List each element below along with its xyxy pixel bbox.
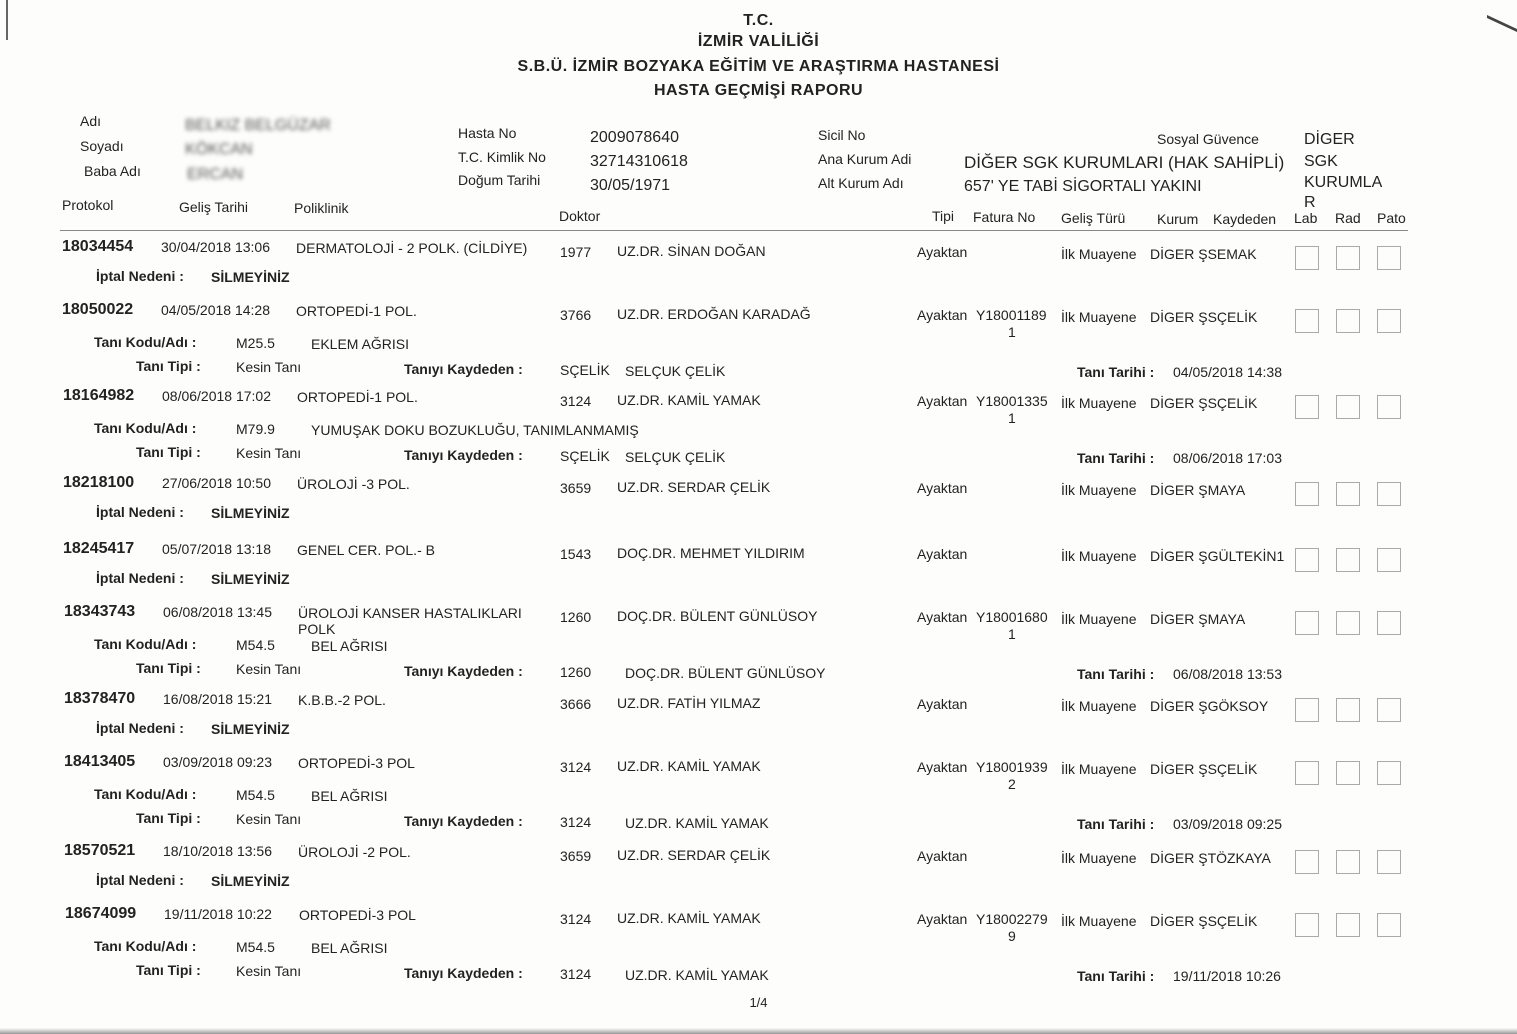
record-iptal-nedeni: SİLMEYİNİZ [211,721,290,737]
label-tani-kodu: Tanı Kodu/Adı : [94,938,197,954]
record-protokol: 18343743 [64,603,136,620]
rad-checkbox[interactable] [1336,698,1360,722]
record-protokol: 18674099 [65,905,137,922]
label-kimlik-no: T.C. Kimlik No [458,149,546,165]
page-title: HASTA GEÇMİŞİ RAPORU [653,82,864,99]
rad-checkbox[interactable] [1336,913,1360,937]
lab-checkbox[interactable] [1295,761,1319,785]
pato-checkbox[interactable] [1377,698,1401,722]
record-kaydeden-adi: UZ.DR. KAMİL YAMAK [625,815,769,831]
label-tani-tarihi: Tanı Tarihi : [1077,666,1155,682]
record-tipi: Ayaktan [917,244,968,260]
record-gelis-tarihi: 16/08/2018 15:21 [163,691,272,707]
pato-checkbox[interactable] [1377,246,1401,270]
guvence-line: R [1304,194,1316,211]
record-kurum-kaydeden: DİGER ŞSÇELİK [1150,913,1258,929]
record-tani-adi: BEL AĞRISI [311,788,388,804]
record-protokol: 18164982 [63,387,135,404]
label-tani-tarihi: Tanı Tarihi : [1077,968,1155,984]
record-tani-adi: YUMUŞAK DOKU BOZUKLUĞU, TANIMLANMAMIŞ [311,422,639,438]
record-gelis-turu: İlk Muayene [1061,698,1137,714]
record-kurum-kaydeden: DİGER ŞSEMAK [1150,246,1257,262]
record-protokol: 18050022 [62,301,134,318]
record-gelis-tarihi: 08/06/2018 17:02 [162,388,271,404]
lab-checkbox[interactable] [1295,482,1319,506]
record-protokol: 18218100 [63,474,135,491]
record-kurum-kaydeden: DİGER ŞGÜLTEKİN1 [1150,548,1285,564]
record-gelis-turu: İlk Muayene [1061,611,1137,627]
record-kurum-kaydeden: DİGER ŞMAYA [1150,482,1246,498]
record-tani-tarihi: 06/08/2018 13:53 [1173,666,1282,682]
col-tipi: Tipi [932,208,955,224]
rad-checkbox[interactable] [1336,395,1360,419]
col-poliklinik: Poliklinik [294,200,349,216]
rad-checkbox[interactable] [1336,482,1360,506]
record-gelis-turu: İlk Muayene [1061,309,1137,325]
record-doktor-kodu: 3124 [560,759,592,775]
label-adi: Adı [80,113,102,129]
record-doktor-kodu: 3766 [560,307,592,323]
record-fatura-no: 1 [1008,410,1016,426]
record-gelis-turu: İlk Muayene [1061,850,1137,866]
record-tipi: Ayaktan [917,609,968,625]
record-doktor: UZ.DR. FATİH YILMAZ [617,695,761,711]
record-kaydeden-kodu: SÇELİK [560,362,610,378]
record-tani-tipi: Kesin Tanı [236,359,302,375]
record-poliklinik: ORTOPEDİ-1 POL. [296,303,417,319]
pato-checkbox[interactable] [1377,548,1401,572]
record-fatura-no: Y18002279 [976,911,1048,927]
pato-checkbox[interactable] [1377,850,1401,874]
col-pato: Pato [1377,210,1406,226]
record-poliklinik: ÜROLOJİ -3 POL. [297,476,410,492]
label-iptal-nedeni: İptal Nedeni : [96,268,184,284]
record-tani-kodu: M54.5 [236,787,275,803]
rad-checkbox[interactable] [1336,309,1360,333]
record-poliklinik: DERMATOLOJİ - 2 POLK. (CİLDİYE) [296,240,528,256]
record-tani-tarihi: 03/09/2018 09:25 [1173,816,1282,832]
label-tani-tipi: Tanı Tipi : [136,810,201,826]
lab-checkbox[interactable] [1295,850,1319,874]
record-doktor: DOÇ.DR. BÜLENT GÜNLÜSOY [617,608,818,624]
label-baba-adi: Baba Adı [84,163,141,179]
record-tipi: Ayaktan [917,307,968,323]
record-poliklinik: POLK [298,621,336,637]
record-kaydeden-kodu: 1260 [560,664,592,680]
header-tc: T.C. [743,12,774,29]
record-fatura-no: Y18001680 [976,609,1048,625]
label-tani-tarihi: Tanı Tarihi : [1077,816,1155,832]
record-doktor-kodu: 3124 [560,393,592,409]
record-iptal-nedeni: SİLMEYİNİZ [211,571,290,587]
record-kaydeden-adi: SELÇUK ÇELİK [625,363,726,379]
record-gelis-tarihi: 06/08/2018 13:45 [163,604,272,620]
record-gelis-turu: İlk Muayene [1061,761,1137,777]
hasta-no-value: 2009078640 [590,129,679,146]
label-taniyi-kaydeden: Tanıyı Kaydeden : [404,965,523,981]
guvence-line: SGK [1304,153,1338,170]
record-fatura-no: 1 [1008,324,1016,340]
label-iptal-nedeni: İptal Nedeni : [96,720,184,736]
record-tani-tipi: Kesin Tanı [236,445,302,461]
record-poliklinik: ORTOPEDİ-1 POL. [297,389,418,405]
record-kaydeden-kodu: 3124 [560,966,592,982]
label-hasta-no: Hasta No [458,125,517,141]
record-gelis-tarihi: 18/10/2018 13:56 [163,843,272,859]
record-tipi: Ayaktan [917,759,968,775]
record-poliklinik: ORTOPEDİ-3 POL [298,755,415,771]
record-gelis-turu: İlk Muayene [1061,395,1137,411]
label-tani-tarihi: Tanı Tarihi : [1077,364,1155,380]
record-fatura-no: 1 [1008,626,1016,642]
record-poliklinik: ÜROLOJİ KANSER HASTALIKLARI [298,605,522,621]
col-gelis-turu: Geliş Türü [1061,210,1126,226]
record-poliklinik: ORTOPEDİ-3 POL [299,907,416,923]
record-tani-tipi: Kesin Tanı [236,661,302,677]
col-fatura-no: Fatura No [973,209,1036,225]
col-doktor: Doktor [559,208,601,224]
pato-checkbox[interactable] [1377,309,1401,333]
record-doktor: UZ.DR. SİNAN DOĞAN [617,243,766,259]
record-protokol: 18245417 [63,540,135,557]
pato-checkbox[interactable] [1377,482,1401,506]
lab-checkbox[interactable] [1295,698,1319,722]
guvence-line: KURUMLA [1304,174,1383,191]
record-protokol: 18413405 [64,753,136,770]
record-tani-adi: BEL AĞRISI [311,940,388,956]
label-taniyi-kaydeden: Tanıyı Kaydeden : [404,813,523,829]
guvence-line: DİGER [1304,131,1355,148]
record-gelis-tarihi: 19/11/2018 10:22 [164,906,272,922]
label-sicil-no: Sicil No [818,127,866,143]
record-doktor: UZ.DR. KAMİL YAMAK [617,910,761,926]
record-tani-adi: BEL AĞRISI [311,638,388,654]
header-hospital: S.B.Ü. İZMİR BOZYAKA EĞİTİM VE ARAŞTIRMA HASTANESİ [517,58,1000,75]
label-tani-kodu: Tanı Kodu/Adı : [94,786,197,802]
label-iptal-nedeni: İptal Nedeni : [96,504,184,520]
record-poliklinik: ÜROLOJİ -2 POL. [298,844,411,860]
label-tani-tipi: Tanı Tipi : [136,444,201,460]
record-doktor: UZ.DR. ERDOĞAN KARADAĞ [617,306,811,322]
pato-checkbox[interactable] [1377,395,1401,419]
label-tani-kodu: Tanı Kodu/Adı : [94,420,197,436]
label-soyadi: Soyadı [80,138,124,154]
col-kaydeden: Kaydeden [1213,211,1277,227]
record-doktor-kodu: 3659 [560,480,592,496]
record-doktor-kodu: 1977 [560,244,592,260]
record-fatura-no: Y18001939 [976,759,1048,775]
record-fatura-no: Y18001335 [976,393,1048,409]
record-protokol: 18034454 [62,238,134,255]
page-number: 1/4 [749,995,768,1010]
record-tani-tipi: Kesin Tanı [236,963,302,979]
record-kurum-kaydeden: DİGER ŞTÖZKAYA [1150,850,1271,866]
record-tani-kodu: M79.9 [236,421,275,437]
record-tipi: Ayaktan [917,393,968,409]
record-fatura-no: Y18001189 [976,307,1047,323]
col-kurum: Kurum [1157,211,1199,227]
col-protokol: Protokol [62,197,114,213]
record-tipi: Ayaktan [917,696,968,712]
record-doktor-kodu: 1260 [560,609,592,625]
record-tani-tipi: Kesin Tanı [236,811,302,827]
label-sosyal-guvence: Sosyal Güvence [1157,131,1259,147]
record-gelis-tarihi: 04/05/2018 14:28 [161,302,270,318]
label-tani-tipi: Tanı Tipi : [136,660,201,676]
label-iptal-nedeni: İptal Nedeni : [96,872,184,888]
lab-checkbox[interactable] [1295,611,1319,635]
record-kurum-kaydeden: DİGER ŞSÇELİK [1150,309,1258,325]
record-iptal-nedeni: SİLMEYİNİZ [211,505,290,521]
lab-checkbox[interactable] [1295,548,1319,572]
record-gelis-turu: İlk Muayene [1061,246,1137,262]
label-ana-kurum: Ana Kurum Adi [818,151,912,167]
record-protokol: 18378470 [64,690,136,707]
ana-kurum-value: DİĞER SGK KURUMLARI (HAK SAHİPLİ) [964,153,1285,172]
record-iptal-nedeni: SİLMEYİNİZ [211,269,290,285]
record-kaydeden-kodu: 3124 [560,814,592,830]
label-tani-tipi: Tanı Tipi : [136,962,201,978]
record-fatura-no: 2 [1008,776,1016,792]
record-tani-tarihi: 04/05/2018 14:38 [1173,364,1282,380]
rad-checkbox[interactable] [1336,548,1360,572]
header-valilik: İZMİR VALİLİĞİ [697,33,820,50]
record-iptal-nedeni: SİLMEYİNİZ [211,873,290,889]
record-doktor-kodu: 1543 [560,546,592,562]
record-tipi: Ayaktan [917,546,968,562]
record-kaydeden-adi: DOÇ.DR. BÜLENT GÜNLÜSOY [625,665,826,681]
record-doktor: UZ.DR. SERDAR ÇELİK [617,847,771,863]
record-tani-tarihi: 19/11/2018 10:26 [1173,968,1281,984]
record-kurum-kaydeden: DİGER ŞMAYA [1150,611,1246,627]
record-protokol: 18570521 [64,842,136,859]
col-lab: Lab [1294,210,1318,226]
label-taniyi-kaydeden: Tanıyı Kaydeden : [404,361,523,377]
record-kaydeden-adi: SELÇUK ÇELİK [625,449,726,465]
col-rad: Rad [1335,210,1361,226]
record-doktor: UZ.DR. KAMİL YAMAK [617,392,761,408]
patient-name: BELKIZ BELGÜZAR [185,117,331,134]
label-tani-tipi: Tanı Tipi : [136,358,201,374]
pato-checkbox[interactable] [1377,913,1401,937]
label-tani-tarihi: Tanı Tarihi : [1077,450,1155,466]
lab-checkbox[interactable] [1295,309,1319,333]
record-gelis-turu: İlk Muayene [1061,482,1137,498]
record-kaydeden-adi: UZ.DR. KAMİL YAMAK [625,967,769,983]
record-doktor-kodu: 3659 [560,848,592,864]
patient-surname: KÖKCAN [185,141,253,158]
record-doktor-kodu: 3124 [560,911,592,927]
record-gelis-tarihi: 05/07/2018 13:18 [162,541,271,557]
rad-checkbox[interactable] [1336,850,1360,874]
record-tipi: Ayaktan [917,911,968,927]
record-kaydeden-kodu: SÇELİK [560,448,610,464]
record-tani-tarihi: 08/06/2018 17:03 [1173,450,1282,466]
record-kurum-kaydeden: DİGER ŞSÇELİK [1150,395,1258,411]
rad-checkbox[interactable] [1336,611,1360,635]
kimlik-no-value: 32714310618 [590,153,688,170]
record-doktor: UZ.DR. KAMİL YAMAK [617,758,761,774]
page-bottom-edge [0,1028,1517,1034]
record-gelis-tarihi: 03/09/2018 09:23 [163,754,272,770]
lab-checkbox[interactable] [1295,246,1319,270]
record-doktor: DOÇ.DR. MEHMET YILDIRIM [617,545,805,561]
label-dogum-tarihi: Doğum Tarihi [458,172,541,188]
header-rule [60,230,1408,231]
rad-checkbox[interactable] [1336,246,1360,270]
label-tani-kodu: Tanı Kodu/Adı : [94,334,197,350]
record-tani-kodu: M25.5 [236,335,275,351]
pato-checkbox[interactable] [1377,761,1401,785]
label-alt-kurum: Alt Kurum Adı [818,175,904,191]
lab-checkbox[interactable] [1295,913,1319,937]
alt-kurum-value: 657' YE TABİ SİGORTALI YAKINI [964,178,1202,195]
label-tani-kodu: Tanı Kodu/Adı : [94,636,197,652]
record-fatura-no: 9 [1008,928,1016,944]
record-gelis-turu: İlk Muayene [1061,913,1137,929]
rad-checkbox[interactable] [1336,761,1360,785]
col-gelis-tarihi: Geliş Tarihi [179,199,248,215]
record-poliklinik: GENEL CER. POL.- B [297,542,435,558]
record-doktor: UZ.DR. SERDAR ÇELİK [617,479,771,495]
record-tani-kodu: M54.5 [236,939,275,955]
label-iptal-nedeni: İptal Nedeni : [96,570,184,586]
label-taniyi-kaydeden: Tanıyı Kaydeden : [404,663,523,679]
record-tipi: Ayaktan [917,848,968,864]
dogum-tarihi-value: 30/05/1971 [590,177,671,194]
pato-checkbox[interactable] [1377,611,1401,635]
record-gelis-turu: İlk Muayene [1061,548,1137,564]
record-doktor-kodu: 3666 [560,696,592,712]
record-kurum-kaydeden: DİGER ŞSÇELİK [1150,761,1258,777]
label-taniyi-kaydeden: Tanıyı Kaydeden : [404,447,523,463]
record-poliklinik: K.B.B.-2 POL. [298,692,386,708]
record-tani-kodu: M54.5 [236,637,275,653]
record-kurum-kaydeden: DİGER ŞGÖKSOY [1150,698,1269,714]
record-tani-adi: EKLEM AĞRISI [311,336,410,352]
record-gelis-tarihi: 30/04/2018 13:06 [161,239,270,255]
record-gelis-tarihi: 27/06/2018 10:50 [162,475,271,491]
patient-father-name: ERCAN [187,166,244,183]
lab-checkbox[interactable] [1295,395,1319,419]
record-tipi: Ayaktan [917,480,968,496]
